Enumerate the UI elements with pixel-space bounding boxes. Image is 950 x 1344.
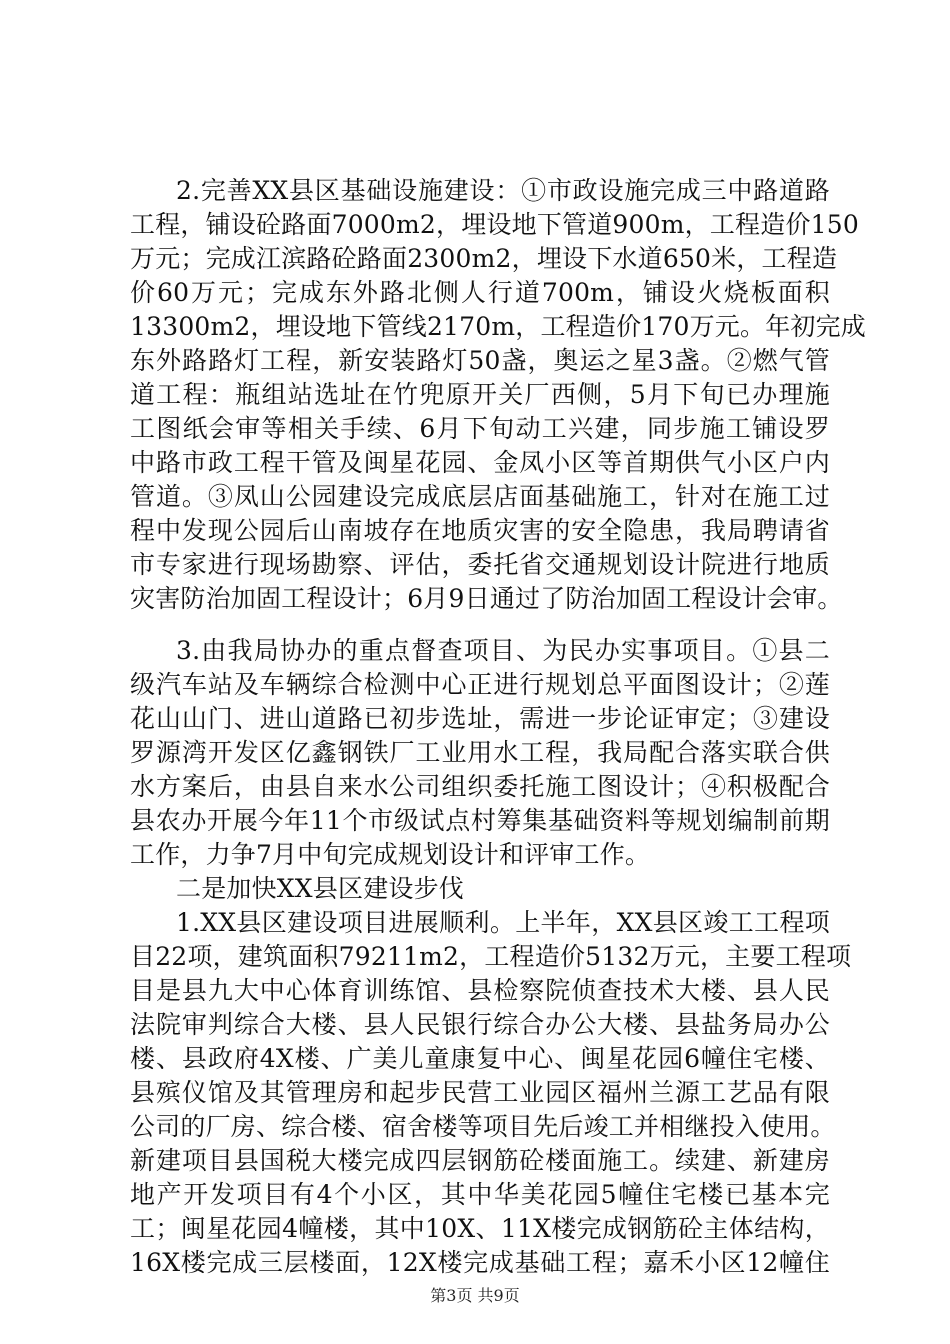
text-line: 罗源湾开发区亿鑫钢铁厂工业用水工程，我局配合落实联合供 <box>130 738 830 767</box>
text-line: 13300m2，埋设地下管线2170m，工程造价170万元。年初完成 <box>130 312 866 341</box>
section-heading: 二是加快XX县区建设步伐 <box>176 874 464 903</box>
text-line: 工程，铺设砼路面7000m2，埋设地下管道900m，工程造价150 <box>130 210 859 239</box>
text-line: 目是县九大中心体育训练馆、县检察院侦查技术大楼、县人民 <box>130 976 830 1005</box>
text-line: 级汽车站及车辆综合检测中心正进行规划总平面图设计；②莲 <box>130 670 830 699</box>
text-line: 16X楼完成三层楼面，12X楼完成基础工程；嘉禾小区12幢住 <box>130 1248 830 1277</box>
text-line: 花山山门、进山道路已初步选址，需进一步论证审定；③建设 <box>130 704 830 733</box>
text-line: 地产开发项目有4个小区，其中华美花园5幢住宅楼已基本完 <box>130 1180 830 1209</box>
text-line: 工；闽星花园4幢楼，其中10X、11X楼完成钢筋砼主体结构， <box>130 1214 830 1243</box>
text-line: 县殡仪馆及其管理房和起步民营工业园区福州兰源工艺品有限 <box>130 1078 830 1107</box>
text-line: 工图纸会审等相关手续、6月下旬动工兴建，同步施工铺设罗 <box>130 414 830 443</box>
text-line: 1.XX县区建设项目进展顺利。上半年，XX县区竣工工程项 <box>176 908 830 937</box>
text-line: 市专家进行现场勘察、评估，委托省交通规划设计院进行地质 <box>130 550 830 579</box>
text-line: 3.由我局协办的重点督查项目、为民办实事项目。①县二 <box>176 636 830 665</box>
text-line: 价60万元；完成东外路北侧人行道700m，铺设火烧板面积 <box>130 278 830 307</box>
text-line: 法院审判综合大楼、县人民银行综合办公大楼、县盐务局办公 <box>130 1010 830 1039</box>
text-line: 楼、县政府4X楼、广美儿童康复中心、闽星花园6幢住宅楼、 <box>130 1044 830 1073</box>
text-line: 水方案后，由县自来水公司组织委托施工图设计；④积极配合 <box>130 772 830 801</box>
text-line: 目22项，建筑面积79211m2，工程造价5132万元，主要工程项 <box>130 942 852 971</box>
text-line: 中路市政工程干管及闽星花园、金凤小区等首期供气小区户内 <box>130 448 830 477</box>
text-line: 灾害防治加固工程设计；6月9日通过了防治加固工程设计会审。 <box>130 584 843 613</box>
text-line: 县农办开展今年11个市级试点村筹集基础资料等规划编制前期 <box>130 806 830 835</box>
text-line: 2.完善XX县区基础设施建设：①市政设施完成三中路道路 <box>176 176 830 205</box>
text-line: 公司的厂房、综合楼、宿舍楼等项目先后竣工并相继投入使用。 <box>130 1112 836 1141</box>
text-line: 道工程：瓶组站选址在竹兜原开关厂西侧，5月下旬已办理施 <box>130 380 830 409</box>
text-line: 程中发现公园后山南坡存在地质灾害的安全隐患，我局聘请省 <box>130 516 830 545</box>
text-line: 东外路路灯工程，新安装路灯50盏，奥运之星3盏。②燃气管 <box>130 346 830 375</box>
text-line: 工作，力争7月中旬完成规划设计和评审工作。 <box>130 840 651 869</box>
text-line: 万元；完成江滨路砼路面2300m2，埋设下水道650米，工程造 <box>130 244 838 273</box>
text-line: 新建项目县国税大楼完成四层钢筋砼楼面施工。续建、新建房 <box>130 1146 830 1175</box>
page-number-footer: 第3页 共9页 <box>430 1286 520 1305</box>
text-line: 管道。③凤山公园建设完成底层店面基础施工，针对在施工过 <box>130 482 830 511</box>
